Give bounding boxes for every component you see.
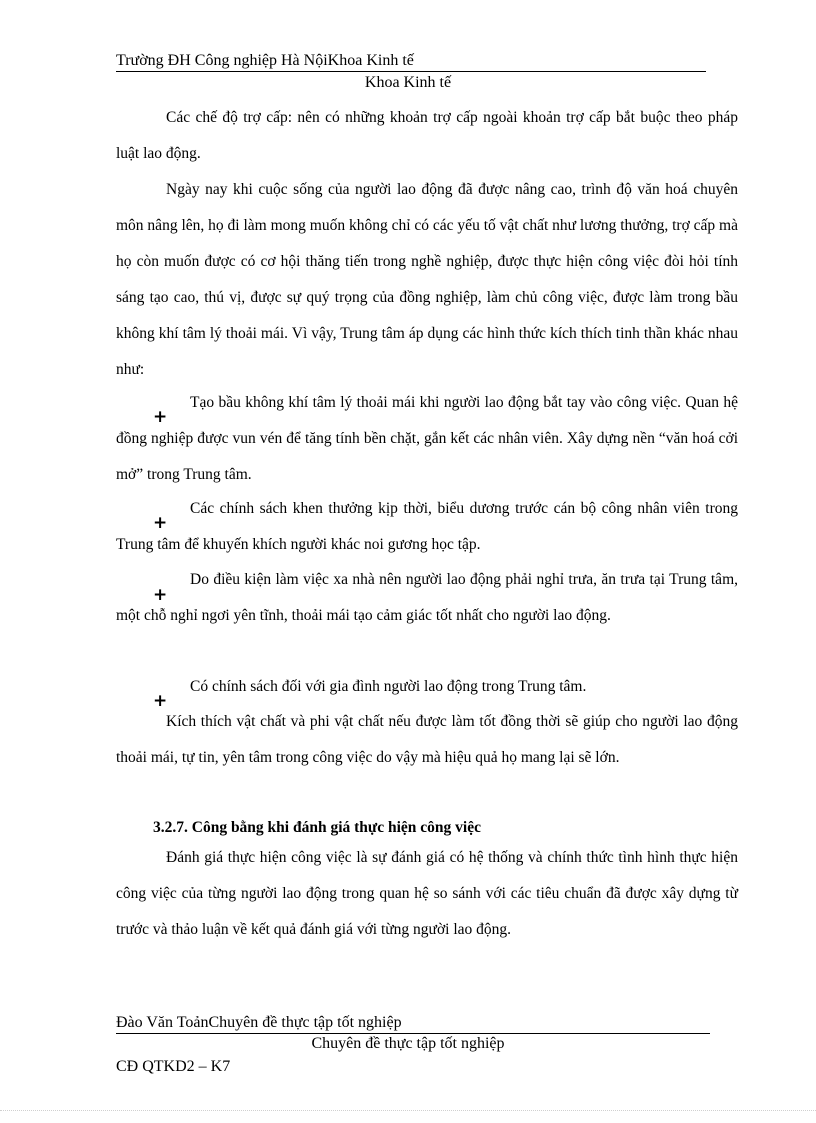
footer-subtitle: Chuyên đề thực tập tốt nghiệp <box>311 1035 505 1052</box>
page-edge-divider <box>0 1110 816 1111</box>
bullet-plus-icon: + <box>153 585 168 605</box>
page-header: Trường ĐH Công nghiệp Hà NộiKhoa Kinh tế <box>116 52 706 72</box>
bullet-item-rest-place: Do điều kiện làm việc xa nhà nên người lao động phải nghỉ trưa, ăn trưa tại Trung tâm, một chỗ nghỉ ngơi yên tĩnh, thoải mái tạo cảm giác tốt nhất cho người lao động. <box>116 571 738 624</box>
bullet-plus-icon: + <box>153 513 168 533</box>
footer-class-code: CĐ QTKD2 – K7 <box>116 1058 231 1075</box>
bullet-item-family-policy: Có chính sách đối với gia đình người lao động trong Trung tâm. <box>190 678 587 695</box>
paragraph-spiritual-incentives: Ngày nay khi cuộc sống của người lao động đã được nâng cao, trình độ văn hoá chuyên môn nâng lên, họ đi làm mong muốn không chỉ có các yếu tố vật chất như lương thưởng, trợ cấp mà họ còn muốn được có cơ hội thăng tiến trong nghề nghiệp, được thực hiện công việc đòi hỏi tính sáng tạo cao, thú vị, được sự quý trọng của đồng nghiệp, làm chủ công việc, được làm trong bầu không khí tâm lý thoải mái. Vì vậy, Trung tâm áp dụng các hình thức kích thích tinh thần khác nhau như: <box>116 181 738 378</box>
paragraph-performance-evaluation: Đánh giá thực hiện công việc là sự đánh giá có hệ thống và chính thức tình hình thực hiện công việc của từng người lao động trong quan hệ so sánh với các tiêu chuẩn đã được xây dựng từ trước và thảo luận về kết quả đánh giá với từng người lao động. <box>116 849 738 938</box>
page-footer: Đào Văn ToảnChuyên đề thực tập tốt nghiệp <box>116 1014 710 1034</box>
bullet-plus-icon: + <box>153 407 168 427</box>
paragraph-material-incentives: Kích thích vật chất và phi vật chất nếu được làm tốt đồng thời sẽ giúp cho người lao động thoải mái, tự tin, yên tâm trong công việc do vậy mà hiệu quả họ mang lại sẽ lớn. <box>116 713 738 766</box>
bullet-plus-icon: + <box>153 691 168 711</box>
header-subtitle: Khoa Kinh tế <box>364 74 452 91</box>
section-heading: 3.2.7. Công bằng khi đánh giá thực hiện công việc <box>153 819 481 836</box>
bullet-item-atmosphere: Tạo bầu không khí tâm lý thoải mái khi người lao động bắt tay vào công việc. Quan hệ đồng nghiệp được vun vén để tăng tính bền chặt, gắn kết các nhân viên. Xây dựng nền “văn hoá cởi mở” trong Trung tâm. <box>116 394 738 483</box>
bullet-item-rewards: Các chính sách khen thưởng kịp thời, biểu dương trước cán bộ công nhân viên trong Trung tâm để khuyến khích người khác noi gương học tập. <box>116 500 738 553</box>
paragraph-subsidies: Các chế độ trợ cấp: nên có những khoản trợ cấp ngoài khoản trợ cấp bắt buộc theo pháp luật lao động. <box>116 109 738 162</box>
